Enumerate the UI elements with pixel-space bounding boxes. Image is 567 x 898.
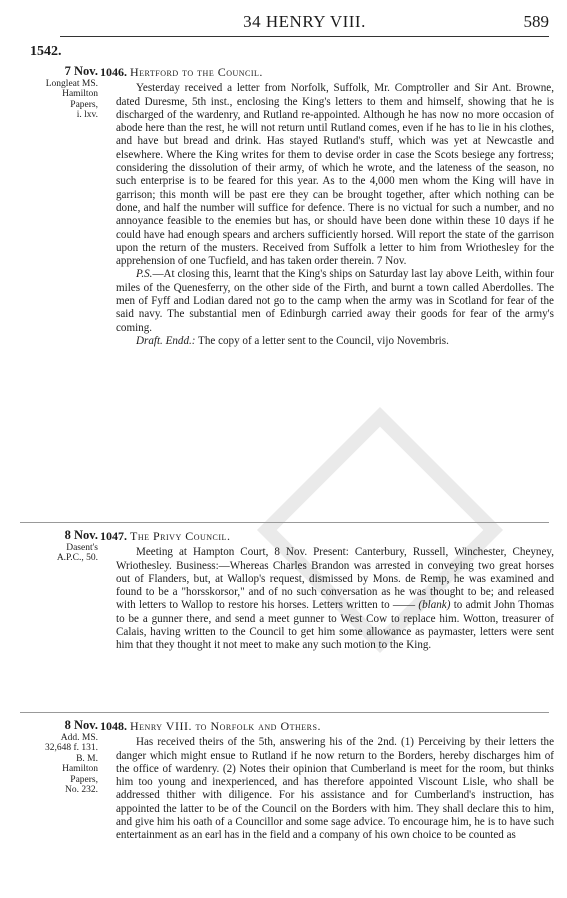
- text-part: Meeting at Hampton Court, 8 Nov. Present: Canterbury, Russell, Winchester, Cheyney, Wriothesley. Business:—Whereas Charles Brandon was arrested in conveying two great horses out of Flanders, but, at Wallop's request, dismissed by Mons. de Remp, he was examined and found to be a "horsskorsor," and of no such conversation as he was thought to be; and released with letters to Wallop to restore his horses. Letters written to ——: [116, 546, 554, 612]
- entry-date: 8 Nov.: [64, 528, 98, 542]
- entry-title: Hertford to the Council.: [130, 65, 263, 79]
- running-title: 34 HENRY VIII.: [243, 12, 366, 31]
- entry-date: 8 Nov.: [64, 718, 98, 732]
- source-line: Longleat MS.: [45, 78, 98, 89]
- entry-paragraph: Has received theirs of the 5th, answering his of the 2nd. (1) Perceiving by their letters the danger which might ensue to Rutland if he now return to the Borders, hereby discharges him of the office of wardenry. (2) Notes their opinion that Cumberland is meet for the room, but thinks him too young and inexperienced, and has therefore appointed Viscount Lisle, who shall be addressed thither with diligence. For his assistance and for Cumberland's instruction, has appointed the latter to be of the Council on the Borders with him. They shall declare this to him, and give him his oath of a Councillor and some sage advice. To encourage him, he is to have such entertainment as an earl has in the field and a company of his own choice to be counted as: [116, 736, 554, 842]
- entry-number: 1046.: [100, 65, 127, 79]
- source-line: No. 232.: [65, 785, 98, 795]
- entry-number: 1048.: [100, 719, 127, 733]
- source-line: Hamilton: [62, 89, 98, 99]
- postscript: [116, 268, 554, 334]
- entry-number: 1047.: [100, 529, 127, 543]
- entry-body: [100, 65, 554, 348]
- draft-text: The copy of a letter sent to the Council, vijo Novembris.: [195, 334, 449, 347]
- entry-heading: [100, 720, 554, 733]
- source-line: i. lxv.: [76, 110, 98, 120]
- entry-title: Henry VIII. to Norfolk and Others.: [130, 719, 321, 733]
- year-marker: 1542.: [30, 44, 62, 59]
- source-line: B. M.: [76, 753, 98, 764]
- draft-label: Draft. Endd.:: [136, 334, 196, 347]
- source-line: Add. MS.: [60, 732, 98, 743]
- entry-date: 7 Nov.: [64, 64, 98, 78]
- section-divider: [20, 712, 549, 713]
- entry-paragraph: Yesterday received a letter from Norfolk, Suffolk, Mr. Comptroller and Sir Ant. Browne, dated Duresme, 5th inst., enclosing the King's letters to them and himself, showing that he is discharged of the wardenry, and Rutland re-appointed. Although he has now no more occasion of abode here than the rest, he will not return until Rutland comes, even if he has to lie in his clothes, and have but bread and drink. Has stayed Rutland's stuff, which was yet at Newcastle and elsewhere. Where the King writes for them to devise order in case the Scots besiege any fortress; considering the dissolution of their army, of which he wrote, and the lateness of the season, no such enterprise is to be feared for this year. As to the 4,000 men whom the King will have in garrison; this month will be past ere they can be brought together, after which nothing can be done, and half the number will suffice for defence. There is no victual for such a number, and no annoyance feasible to the enemies but has, or should have been done within these 10 days if he could have had enough spears and archers sufficiently horsed. Will report the state of the garrison upon the return of the musters. Received from Suffolk a letter to him from Wriothesley for the apprehension of one Tucfield, and has taken order therein. 7 Nov.: [116, 82, 554, 268]
- endorsement: [116, 335, 554, 348]
- blank-marker: (blank): [418, 599, 451, 612]
- text-part: to admit John Thomas to be a gunner there, and send a meet gunner to West Cow to replace him. Wotton, treasurer of Calais, having written to the Council to get him some allowance as paymaster, letters were sent him that they thought it not meet to make any such motion to the King.: [116, 599, 554, 652]
- running-header: [60, 10, 549, 37]
- source-line: Papers,: [70, 774, 98, 785]
- source-line: 32,648 f. 131.: [44, 743, 98, 753]
- section-divider: [20, 522, 549, 523]
- source-line: Dasent's: [66, 542, 98, 553]
- source-line: Papers,: [70, 99, 98, 110]
- margin-notes: [18, 720, 98, 796]
- page-number: 589: [523, 12, 549, 31]
- entry-heading: [100, 530, 554, 543]
- source-line: A.P.C., 50.: [56, 553, 98, 563]
- entry-paragraph: [116, 546, 554, 652]
- ps-text: —At closing this, learnt that the King's ships on Saturday last lay above Leith, within four miles of the Quenesferry, on the other side of the Firth, and burnt a town called Aberdolles. The men of Fyff and Lodian dared not go to the camp when the army was in Scotland for fear of the said navy. The substantial men of Edinburgh carried away their goods for fear of the army's coming.: [116, 268, 554, 334]
- ps-label: P.S.: [136, 268, 153, 281]
- margin-notes: [18, 530, 98, 564]
- entry-title: The Privy Council.: [130, 529, 231, 543]
- entry-body: [100, 529, 554, 653]
- entry-heading: [100, 66, 554, 79]
- source-line: Hamilton: [62, 764, 98, 774]
- margin-notes: [18, 66, 98, 121]
- entry-body: [100, 719, 554, 843]
